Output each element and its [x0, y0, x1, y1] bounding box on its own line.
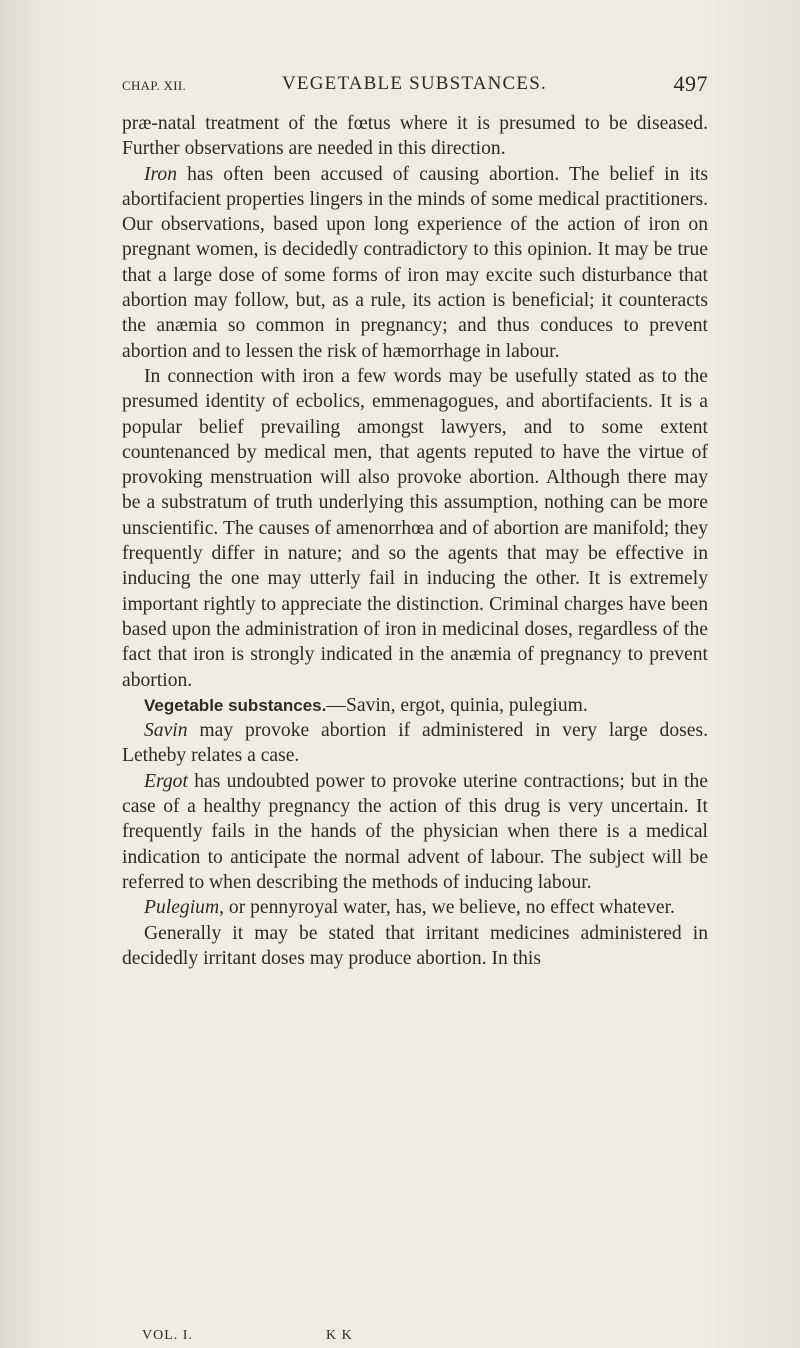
page-number: 497 — [673, 71, 708, 96]
term-ergot: Ergot — [144, 770, 188, 792]
paragraph-savin — [122, 718, 708, 769]
paragraph-iron — [122, 162, 708, 364]
paragraph-ergot-text: has undoubted power to provoke uterine contractions; but in the case of a healthy pregnancy the action of this drug is very uncertain. It frequently fails in the hands of the physician when there is a medical indication to anticipate the normal advent of labour. The subject will be referred to when describing the methods of inducing labour. — [122, 770, 708, 893]
paragraph-irritants: Generally it may be stated that irritant medicines administered in decidedly irritant doses may produce abortion. In this — [122, 922, 708, 969]
section-heading-vegetable: Vegetable substances. — [144, 695, 327, 715]
running-title: VEGETABLE SUBSTANCES. — [282, 73, 547, 94]
paragraph-ergot — [122, 769, 708, 895]
body-text — [122, 111, 708, 971]
page-footer — [142, 1328, 542, 1348]
paragraph-pulegium — [122, 895, 708, 920]
paragraph-pulegium-text: , or pennyroyal water, has, we believe, no effect whatever. — [219, 897, 675, 919]
signature-mark: K K — [326, 1328, 353, 1343]
volume-label: VOL. I. — [142, 1328, 193, 1343]
paragraph-vegetable — [122, 693, 708, 718]
paragraph-iron-text: has often been accused of causing abortion. The belief in its abortifacient properties lingers in the minds of some medical practitioners. Our observations, based upon long experience of the action of iron on pregnant women, is decidedly contradictory to this opinion. It may be true that a large dose of some forms of iron may excite such disturbance that abortion may follow, but, as a rule, its action is beneficial; it counteracts the anæmia so common in pregnancy; and thus conduces to prevent abortion and to lessen the risk of hæmorrhage in labour. — [122, 163, 708, 362]
paragraph-prenatal: præ-natal treatment of the fœtus where it is presumed to be diseased. Further observations are needed in this direction. — [122, 113, 708, 160]
running-header — [122, 72, 708, 102]
paragraph-savin-text: may provoke abortion if administered in very large doses. Letheby relates a case. — [122, 720, 708, 767]
term-pulegium: Pulegium — [144, 897, 220, 919]
paragraph-ecbolics: In connection with iron a few words may be usefully stated as to the presumed identity of ecbolics, emmenagogues, and abortifacients. It is a popular belief prevailing amongst lawyers, and to some extent countenanced by medical men, that agents reputed to have the virtue of provoking menstruation will also provoke abortion. Although there may be a substratum of truth underlying this assumption, nothing can be more unscientific. The causes of amenorrhœa and of abortion are manifold; they frequently differ in nature; and so the agents that may be effective in inducing the one may utterly fail in inducing the other. It is extremely important rightly to appreciate the distinction. Criminal charges have been based upon the administration of iron in medicinal doses, regardless of the fact that iron is strongly indicated in the anæmia of pregnancy to prevent abortion. — [122, 365, 708, 691]
chapter-label: CHAP. XII. — [122, 78, 187, 93]
section-heading-list: —Savin, ergot, quinia, pulegium. — [326, 694, 588, 716]
term-savin: Savin — [144, 720, 188, 742]
term-iron: Iron — [144, 163, 178, 185]
